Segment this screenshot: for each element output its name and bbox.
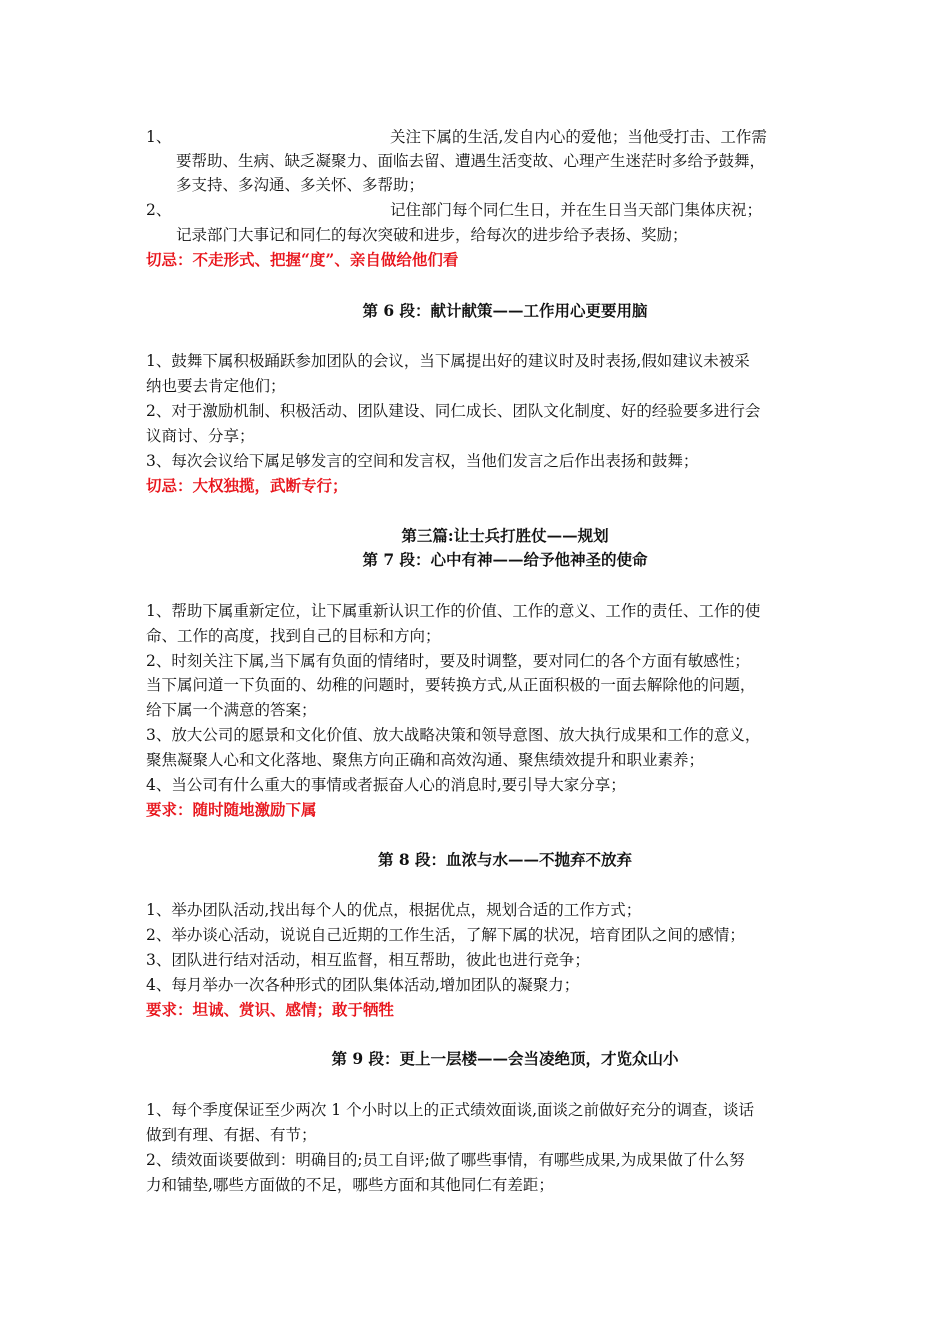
warning-note: 切忌：大权独揽，武断专行；: [146, 476, 348, 495]
paragraph-line: 议商讨、分享；: [146, 427, 255, 445]
list-number: 2、: [146, 201, 172, 219]
paragraph-line: 给下属一个满意的答案；: [146, 701, 317, 719]
paragraph-line: 3、团队进行结对活动，相互监督，相互帮助，彼此也进行竞争；: [146, 951, 590, 969]
list-number: 1、: [146, 128, 172, 146]
paragraph-line: 2、绩效面谈要做到：明确目的;员工自评;做了哪些事情，有哪些成果,为成果做了什么努: [146, 1151, 745, 1169]
paragraph-line: 聚焦凝聚人心和文化落地、聚焦方向正确和高效沟通、聚焦绩效提升和职业素养；: [146, 751, 705, 769]
requirement-note: 要求：随时随地激励下属: [146, 800, 317, 819]
paragraph-line: 4、每月举办一次各种形式的团队集体活动,增加团队的凝聚力；: [146, 976, 580, 994]
paragraph-line: 1、鼓舞下属积极踊跃参加团队的会议，当下属提出好的建议时及时表扬,假如建议未被采: [146, 352, 750, 370]
paragraph-line: 纳也要去肯定他们；: [146, 377, 286, 395]
paragraph-line: 力和铺垫,哪些方面做的不足，哪些方面和其他同仁有差距；: [146, 1176, 554, 1194]
list-item-line: 要帮助、生病、缺乏凝聚力、面临去留、遭遇生活变故、心理产生迷茫时多给予鼓舞，: [176, 152, 766, 170]
paragraph-line: 1、举办团队活动,找出每个人的优点，根据优点，规划合适的工作方式；: [146, 901, 642, 919]
list-item-line: 记录部门大事记和同仁的每次突破和进步，给每次的进步给予表扬、奖励；: [176, 226, 688, 244]
requirement-note: 要求：坦诚、赏识、感情；敢于牺牲: [146, 1000, 395, 1019]
paragraph-line: 命、工作的高度，找到自己的目标和方向；: [146, 627, 441, 645]
paragraph-line: 3、放大公司的愿景和文化价值、放大战略决策和领导意图、放大执行成果和工作的意义，: [146, 726, 761, 744]
section-heading: 第 6 段：献计献策——工作用心更要用脑: [362, 301, 648, 320]
list-item-line: 记住部门每个同仁生日，并在生日当天部门集体庆祝；: [390, 201, 763, 219]
list-item-line: 关注下属的生活,发自内心的爱他；当他受打击、工作需: [390, 128, 767, 146]
list-item-line: 多支持、多沟通、多关怀、多帮助；: [176, 176, 425, 194]
paragraph-line: 1、帮助下属重新定位，让下属重新认识工作的价值、工作的意义、工作的责任、工作的使: [146, 602, 761, 620]
paragraph-line: 4、当公司有什么重大的事情或者振奋人心的消息时,要引导大家分享；: [146, 776, 626, 794]
paragraph-line: 做到有理、有据、有节；: [146, 1126, 317, 1144]
paragraph-line: 1、每个季度保证至少两次 1 个小时以上的正式绩效面谈,面谈之前做好充分的调查，谈话: [146, 1101, 755, 1119]
paragraph-line: 2、对于激励机制、积极活动、团队建设、同仁成长、团队文化制度、好的经验要多进行会: [146, 402, 761, 420]
paragraph-line: 当下属问道一下负面的、幼稚的问题时，要转换方式,从正面积极的一面去解除他的问题，: [146, 676, 756, 694]
paragraph-line: 2、举办谈心活动，说说自己近期的工作生活，了解下属的状况，培育团队之间的感情；: [146, 926, 745, 944]
warning-note: 切忌：不走形式、把握“度”、亲自做给他们看: [146, 250, 459, 269]
section-heading: 第 8 段：血浓与水——不抛弃不放弃: [377, 850, 633, 869]
paragraph-line: 2、时刻关注下属,当下属有负面的情绪时，要及时调整，要对同仁的各个方面有敏感性；: [146, 652, 750, 670]
paragraph-line: 3、每次会议给下属足够发言的空间和发言权，当他们发言之后作出表扬和鼓舞；: [146, 452, 699, 470]
section-heading: 第 9 段：更上一层楼——会当凌绝顶，才览众山小: [331, 1049, 679, 1068]
section-heading: 第 7 段：心中有神——给予他神圣的使命: [362, 550, 648, 569]
part-heading: 第三篇:让士兵打胜仗——规划: [401, 526, 609, 545]
